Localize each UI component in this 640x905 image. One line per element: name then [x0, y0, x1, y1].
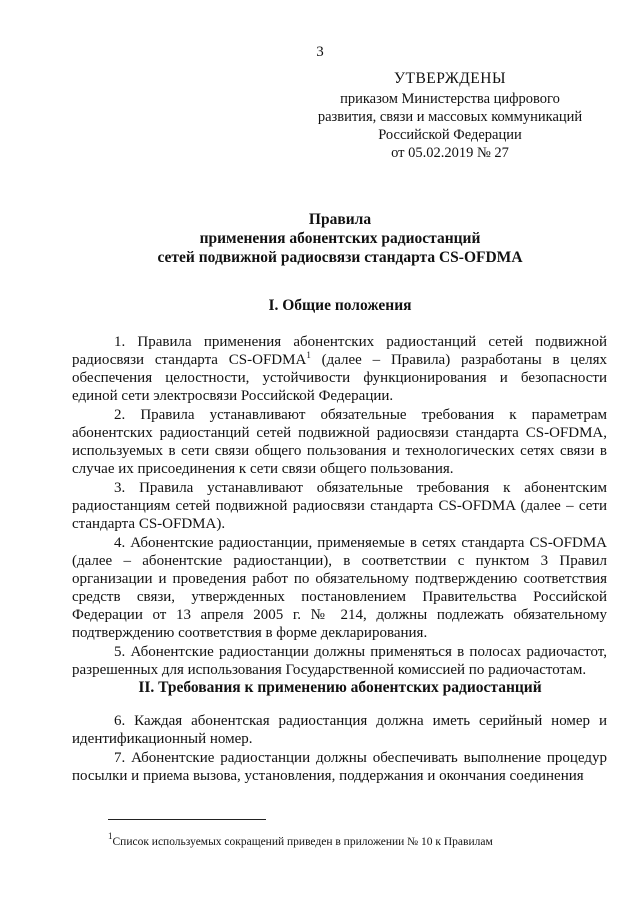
paragraph-2: 2. Правила устанавливают обязательные требования к параметрам абонентских радиостанций сетей подвижной радиосвязи стандарта CS-OFDMA, используемых в сети связи общего пользования и технологических сетях связи в случае их присоединения к сети связи общего пользования. [72, 407, 607, 477]
section-requirements-body [72, 712, 607, 786]
title-line: применения абонентских радиостанций [199, 230, 481, 247]
footnote [108, 831, 608, 848]
paragraph-text: (далее – Правила) разработаны в целях обеспечения целостности, устойчивости функционирования и безопасности единой сети электросвязи Российской Федерации. [72, 352, 607, 404]
approval-stamp [300, 70, 600, 162]
section-heading-requirements: II. Требования к применению абонентских радиостанций [138, 679, 542, 696]
paragraph-7: 7. Абонентские радиостанции должны обеспечивать выполнение процедур посылки и приема вызова, установления, поддержания и окончания соединения [72, 750, 607, 784]
section-heading-general: I. Общие положения [268, 297, 412, 314]
section-general-body [72, 333, 607, 680]
document-title [60, 210, 620, 267]
paragraph-5: 5. Абонентские радиостанции должны применяться в полосах радиочастот, разрешенных для использования Государственной комиссией по радиочастотам. [72, 644, 607, 678]
paragraph-4: 4. Абонентские радиостанции, применяемые в сетях стандарта CS-OFDMA (далее – абонентские радиостанции), в соответствии с пунктом 3 Правил организации и проведения работ по обязательному подтверждению соответствия средств связи, утвержденных постановлением Правительства Российской Федерации от 13 апреля 2005 г. № 214, должны подлежать обязательному подтверждению соответствия в форме декларирования. [72, 535, 607, 641]
approval-line: развития, связи и массовых коммуникаций [317, 109, 583, 125]
page-number: 3 [316, 44, 324, 60]
footnote-text: Список используемых сокращений приведен в приложении № 10 к Правилам [112, 836, 493, 848]
title-line: сетей подвижной радиосвязи стандарта CS-OFDMA [157, 249, 523, 266]
paragraph-1 [72, 333, 607, 405]
title-line: Правила [308, 211, 372, 228]
paragraph-3: 3. Правила устанавливают обязательные требования к абонентским радиостанциям сетей подвижной радиосвязи стандарта CS-OFDMA (далее – сети стандарта CS-OFDMA). [72, 480, 607, 532]
approval-heading: УТВЕРЖДЕНЫ [394, 70, 506, 87]
paragraph-6: 6. Каждая абонентская радиостанция должна иметь серийный номер и идентификационный номер. [72, 713, 607, 747]
footnote-divider [108, 819, 266, 820]
footnote-marker: 1 [108, 831, 113, 841]
approval-line: приказом Министерства цифрового [340, 91, 560, 107]
approval-date: от 05.02.2019 № 27 [391, 145, 509, 161]
approval-line: Российской Федерации [378, 127, 522, 143]
footnote-ref[interactable]: 1 [306, 350, 311, 360]
paragraph-text: 1. Правила применения абонентских радиостанций сетей подвижной радиосвязи стандарта CS-OFDMA [72, 334, 607, 368]
